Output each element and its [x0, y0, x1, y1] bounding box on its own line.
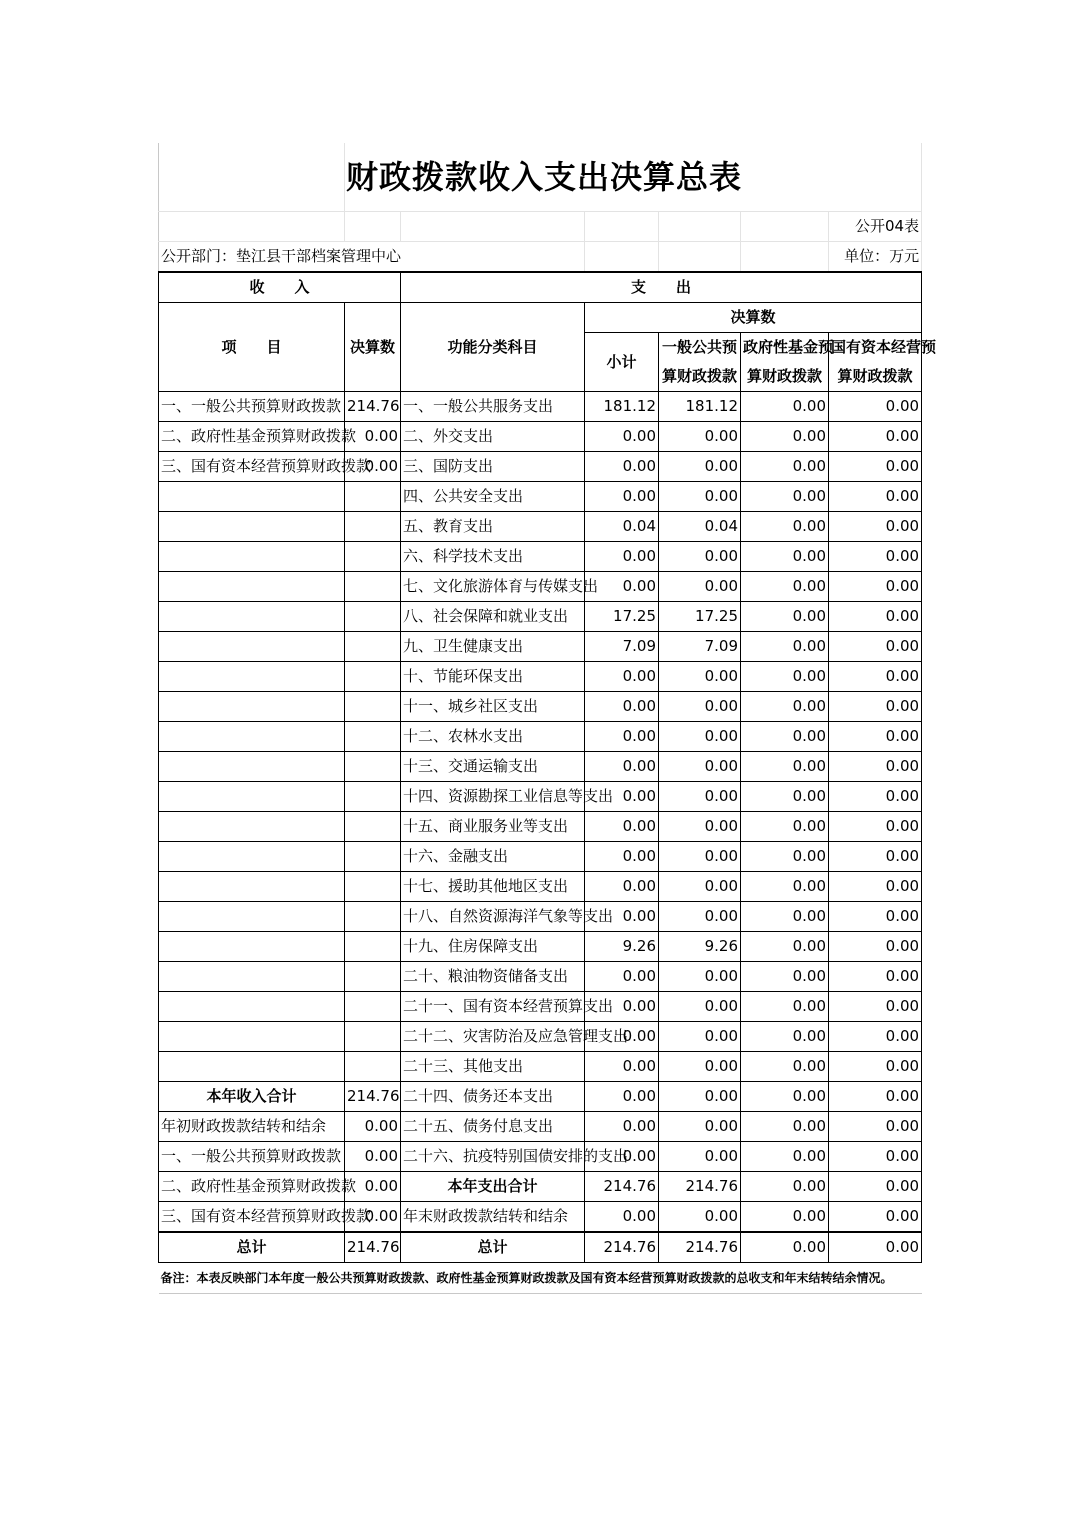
soe-capital-cell: 0.00 — [829, 452, 922, 482]
table-row — [159, 692, 922, 722]
general-budget-cell: 0.00 — [659, 722, 741, 752]
income-item-cell — [159, 842, 345, 872]
soe-capital-header-line2: 算财政拨款 — [829, 362, 922, 392]
table-row — [159, 1202, 922, 1233]
income-amount-cell: 0.00 — [345, 422, 401, 452]
expense-item-cell: 十七、援助其他地区支出 — [401, 872, 585, 902]
general-budget-cell: 0.04 — [659, 512, 741, 542]
subtotal-cell: 7.09 — [585, 632, 659, 662]
soe-capital-cell: 0.00 — [829, 392, 922, 422]
table-row — [159, 512, 922, 542]
general-budget-cell: 214.76 — [659, 1232, 741, 1263]
gov-fund-cell: 0.00 — [741, 1142, 829, 1172]
income-item-cell: 二、政府性基金预算财政拨款 — [159, 1172, 345, 1202]
gov-fund-cell: 0.00 — [741, 692, 829, 722]
income-amount-cell — [345, 572, 401, 602]
general-budget-cell: 214.76 — [659, 1172, 741, 1202]
table-row — [159, 572, 922, 602]
blank-cell — [159, 143, 345, 212]
income-amount-cell: 0.00 — [345, 452, 401, 482]
expense-item-cell: 二十一、国有资本经营预算支出 — [401, 992, 585, 1022]
income-item-cell — [159, 662, 345, 692]
blank-cell — [401, 212, 585, 242]
expense-item-cell: 二十三、其他支出 — [401, 1052, 585, 1082]
soe-capital-cell: 0.00 — [829, 572, 922, 602]
blank-cell — [741, 242, 829, 273]
table-row — [159, 932, 922, 962]
expense-item-cell: 三、国防支出 — [401, 452, 585, 482]
general-budget-cell: 0.00 — [659, 752, 741, 782]
expense-item-cell: 二十六、抗疫特别国债安排的支出 — [401, 1142, 585, 1172]
expense-item-cell: 二十五、债务付息支出 — [401, 1112, 585, 1142]
subtotal-cell: 0.00 — [585, 542, 659, 572]
soe-capital-cell: 0.00 — [829, 1022, 922, 1052]
subtotal-cell: 214.76 — [585, 1172, 659, 1202]
general-budget-cell: 0.00 — [659, 902, 741, 932]
general-budget-header: 一般公共预 — [659, 333, 741, 363]
subtotal-cell: 0.00 — [585, 812, 659, 842]
soe-capital-cell: 0.00 — [829, 932, 922, 962]
income-item-cell: 三、国有资本经营预算财政拨款 — [159, 1202, 345, 1233]
table-row — [159, 782, 922, 812]
income-item-cell: 一、一般公共预算财政拨款 — [159, 1142, 345, 1172]
expense-item-cell: 十六、金融支出 — [401, 842, 585, 872]
subtotal-cell: 0.00 — [585, 1082, 659, 1112]
general-budget-cell: 17.25 — [659, 602, 741, 632]
subtotal-cell: 0.00 — [585, 1142, 659, 1172]
table-row — [159, 542, 922, 572]
expense-item-cell: 五、教育支出 — [401, 512, 585, 542]
gov-fund-cell: 0.00 — [741, 752, 829, 782]
subtotal-cell: 0.00 — [585, 1022, 659, 1052]
form-number: 公开04表 — [829, 212, 922, 242]
subtotal-cell: 0.00 — [585, 422, 659, 452]
gov-fund-cell: 0.00 — [741, 632, 829, 662]
blank-cell — [741, 212, 829, 242]
gov-fund-cell: 0.00 — [741, 392, 829, 422]
income-amount-cell — [345, 542, 401, 572]
spreadsheet — [158, 143, 937, 1294]
subtotal-cell: 0.00 — [585, 992, 659, 1022]
table-row — [159, 1082, 922, 1112]
gov-fund-cell: 0.00 — [741, 662, 829, 692]
blank-cell — [159, 212, 345, 242]
table-row — [159, 602, 922, 632]
income-item-cell — [159, 992, 345, 1022]
income-amount-cell — [345, 992, 401, 1022]
income-item-cell — [159, 782, 345, 812]
soe-capital-cell: 0.00 — [829, 1142, 922, 1172]
income-item-cell: 总计 — [159, 1232, 345, 1263]
soe-capital-cell: 0.00 — [829, 1052, 922, 1082]
subtotal-cell: 0.00 — [585, 842, 659, 872]
table-row — [159, 1232, 922, 1263]
subtotal-header: 小计 — [585, 333, 659, 392]
income-amount-cell — [345, 692, 401, 722]
department-label: 公开部门：垫江县干部档案管理中心 — [159, 242, 585, 273]
gov-fund-cell: 0.00 — [741, 1022, 829, 1052]
gov-fund-cell: 0.00 — [741, 992, 829, 1022]
subtotal-cell: 0.00 — [585, 1052, 659, 1082]
income-item-cell: 二、政府性基金预算财政拨款 — [159, 422, 345, 452]
income-item-cell: 年初财政拨款结转和结余 — [159, 1112, 345, 1142]
income-item-cell — [159, 932, 345, 962]
general-budget-cell: 0.00 — [659, 1022, 741, 1052]
subtotal-cell: 0.00 — [585, 662, 659, 692]
soe-capital-cell: 0.00 — [829, 722, 922, 752]
income-item-cell — [159, 722, 345, 752]
income-item-cell — [159, 812, 345, 842]
function-category-header: 功能分类科目 — [401, 303, 585, 392]
expense-item-cell: 七、文化旅游体育与传媒支出 — [401, 572, 585, 602]
gov-fund-header-line2: 算财政拨款 — [741, 362, 829, 392]
income-item-cell — [159, 512, 345, 542]
income-item-cell: 一、一般公共预算财政拨款 — [159, 392, 345, 422]
table-row — [159, 872, 922, 902]
expense-item-cell: 八、社会保障和就业支出 — [401, 602, 585, 632]
gov-fund-cell: 0.00 — [741, 542, 829, 572]
expense-item-cell: 十一、城乡社区支出 — [401, 692, 585, 722]
income-amount-cell — [345, 602, 401, 632]
gov-fund-cell: 0.00 — [741, 782, 829, 812]
blank-cell — [585, 212, 659, 242]
subtotal-cell: 0.00 — [585, 482, 659, 512]
soe-capital-cell: 0.00 — [829, 512, 922, 542]
general-budget-cell: 0.00 — [659, 782, 741, 812]
general-budget-header-line2: 算财政拨款 — [659, 362, 741, 392]
income-item-cell — [159, 962, 345, 992]
gov-fund-cell: 0.00 — [741, 932, 829, 962]
blank-cell — [659, 212, 741, 242]
page-title: 财政拨款收入支出决算总表 — [345, 143, 922, 212]
income-amount-cell: 214.76 — [345, 1232, 401, 1263]
general-budget-cell: 0.00 — [659, 1202, 741, 1233]
expense-item-cell: 十四、资源勘探工业信息等支出 — [401, 782, 585, 812]
general-budget-cell: 7.09 — [659, 632, 741, 662]
gov-fund-cell: 0.00 — [741, 602, 829, 632]
soe-capital-cell: 0.00 — [829, 482, 922, 512]
soe-capital-cell: 0.00 — [829, 1082, 922, 1112]
table-row — [159, 722, 922, 752]
subtotal-cell: 0.00 — [585, 1112, 659, 1142]
unit-label: 单位：万元 — [829, 242, 922, 273]
subtotal-cell: 0.04 — [585, 512, 659, 542]
expense-item-cell: 十八、自然资源海洋气象等支出 — [401, 902, 585, 932]
income-amount-cell — [345, 722, 401, 752]
income-header: 收 入 — [159, 272, 401, 303]
subtotal-cell: 0.00 — [585, 572, 659, 602]
table-row — [159, 752, 922, 782]
table-row — [159, 1172, 922, 1202]
general-budget-cell: 0.00 — [659, 842, 741, 872]
expense-item-cell: 十九、住房保障支出 — [401, 932, 585, 962]
gov-fund-cell: 0.00 — [741, 512, 829, 542]
subtotal-cell: 0.00 — [585, 782, 659, 812]
table-row — [159, 902, 922, 932]
blank-cell — [659, 242, 741, 273]
income-item-cell — [159, 632, 345, 662]
item-header: 项 目 — [159, 303, 345, 392]
gov-fund-cell: 0.00 — [741, 1052, 829, 1082]
income-item-cell — [159, 902, 345, 932]
expense-item-cell: 本年支出合计 — [401, 1172, 585, 1202]
gov-fund-cell: 0.00 — [741, 572, 829, 602]
income-amount-cell — [345, 662, 401, 692]
soe-capital-cell: 0.00 — [829, 782, 922, 812]
income-amount-cell — [345, 902, 401, 932]
blank-cell — [345, 212, 401, 242]
income-item-cell — [159, 482, 345, 512]
table-row — [159, 422, 922, 452]
income-amount-cell: 214.76 — [345, 392, 401, 422]
income-amount-cell: 214.76 — [345, 1082, 401, 1112]
income-amount-cell: 0.00 — [345, 1172, 401, 1202]
general-budget-cell: 0.00 — [659, 452, 741, 482]
subtotal-cell: 17.25 — [585, 602, 659, 632]
general-budget-cell: 181.12 — [659, 392, 741, 422]
income-item-cell — [159, 1052, 345, 1082]
income-amount-cell: 0.00 — [345, 1142, 401, 1172]
gov-fund-cell: 0.00 — [741, 872, 829, 902]
income-amount-cell — [345, 1052, 401, 1082]
general-budget-cell: 0.00 — [659, 992, 741, 1022]
soe-capital-cell: 0.00 — [829, 662, 922, 692]
income-item-cell — [159, 572, 345, 602]
gov-fund-header: 政府性基金预 — [741, 333, 829, 363]
table-row — [159, 1142, 922, 1172]
table-row — [159, 1112, 922, 1142]
soe-capital-cell: 0.00 — [829, 812, 922, 842]
soe-capital-cell: 0.00 — [829, 422, 922, 452]
blank-cell — [585, 242, 659, 273]
general-budget-cell: 0.00 — [659, 542, 741, 572]
soe-capital-header: 国有资本经营预 — [829, 333, 922, 363]
income-item-cell — [159, 602, 345, 632]
expense-item-cell: 十二、农林水支出 — [401, 722, 585, 752]
expense-item-cell: 二十四、债务还本支出 — [401, 1082, 585, 1112]
gov-fund-cell: 0.00 — [741, 422, 829, 452]
table-row — [159, 632, 922, 662]
income-item-cell — [159, 872, 345, 902]
subtotal-cell: 9.26 — [585, 932, 659, 962]
final-accounts-table — [158, 143, 937, 1294]
income-amount-cell — [345, 962, 401, 992]
general-budget-cell: 0.00 — [659, 812, 741, 842]
expense-item-cell: 十、节能环保支出 — [401, 662, 585, 692]
income-item-cell — [159, 692, 345, 722]
gov-fund-cell: 0.00 — [741, 812, 829, 842]
general-budget-cell: 0.00 — [659, 872, 741, 902]
income-amount-cell — [345, 812, 401, 842]
expense-header: 支 出 — [401, 272, 922, 303]
soe-capital-cell: 0.00 — [829, 542, 922, 572]
table-row — [159, 842, 922, 872]
soe-capital-cell: 0.00 — [829, 1232, 922, 1263]
soe-capital-cell: 0.00 — [829, 842, 922, 872]
income-amount-cell — [345, 632, 401, 662]
subtotal-cell: 0.00 — [585, 962, 659, 992]
soe-capital-cell: 0.00 — [829, 992, 922, 1022]
soe-capital-cell: 0.00 — [829, 1202, 922, 1233]
income-amount-cell — [345, 842, 401, 872]
soe-capital-cell: 0.00 — [829, 872, 922, 902]
table-row — [159, 962, 922, 992]
income-item-cell — [159, 542, 345, 572]
table-row — [159, 452, 922, 482]
subtotal-cell: 181.12 — [585, 392, 659, 422]
table-row — [159, 482, 922, 512]
gov-fund-cell: 0.00 — [741, 902, 829, 932]
gov-fund-cell: 0.00 — [741, 1112, 829, 1142]
gov-fund-cell: 0.00 — [741, 452, 829, 482]
income-item-cell — [159, 752, 345, 782]
income-amount-cell — [345, 1022, 401, 1052]
general-budget-cell: 0.00 — [659, 1052, 741, 1082]
general-budget-cell: 0.00 — [659, 662, 741, 692]
table-row — [159, 812, 922, 842]
income-amount-cell — [345, 482, 401, 512]
subtotal-cell: 0.00 — [585, 452, 659, 482]
soe-capital-cell: 0.00 — [829, 1112, 922, 1142]
gov-fund-cell: 0.00 — [741, 1172, 829, 1202]
general-budget-cell: 0.00 — [659, 422, 741, 452]
table-row — [159, 392, 922, 422]
general-budget-cell: 0.00 — [659, 1112, 741, 1142]
subtotal-cell: 0.00 — [585, 1202, 659, 1233]
gov-fund-cell: 0.00 — [741, 722, 829, 752]
soe-capital-cell: 0.00 — [829, 1172, 922, 1202]
gov-fund-cell: 0.00 — [741, 962, 829, 992]
expense-item-cell: 二、外交支出 — [401, 422, 585, 452]
soe-capital-cell: 0.00 — [829, 962, 922, 992]
general-budget-cell: 0.00 — [659, 1082, 741, 1112]
expense-item-cell: 一、一般公共服务支出 — [401, 392, 585, 422]
expense-item-cell: 二十、粮油物资储备支出 — [401, 962, 585, 992]
soe-capital-cell: 0.00 — [829, 752, 922, 782]
subtotal-cell: 0.00 — [585, 722, 659, 752]
subtotal-cell: 0.00 — [585, 692, 659, 722]
general-budget-cell: 0.00 — [659, 1142, 741, 1172]
subtotal-cell: 214.76 — [585, 1232, 659, 1263]
subtotal-cell: 0.00 — [585, 752, 659, 782]
amount-header: 决算数 — [345, 303, 401, 392]
income-item-cell: 三、国有资本经营预算财政拨款 — [159, 452, 345, 482]
expense-item-cell: 四、公共安全支出 — [401, 482, 585, 512]
general-budget-cell: 0.00 — [659, 482, 741, 512]
gov-fund-cell: 0.00 — [741, 1082, 829, 1112]
expense-item-cell: 九、卫生健康支出 — [401, 632, 585, 662]
expense-item-cell: 二十二、灾害防治及应急管理支出 — [401, 1022, 585, 1052]
income-amount-cell — [345, 932, 401, 962]
general-budget-cell: 0.00 — [659, 962, 741, 992]
income-amount-cell — [345, 752, 401, 782]
expense-item-cell: 总计 — [401, 1232, 585, 1263]
gov-fund-cell: 0.00 — [741, 1202, 829, 1233]
income-item-cell — [159, 1022, 345, 1052]
gov-fund-cell: 0.00 — [741, 1232, 829, 1263]
income-amount-cell — [345, 512, 401, 542]
income-amount-cell: 0.00 — [345, 1112, 401, 1142]
table-row — [159, 662, 922, 692]
soe-capital-cell: 0.00 — [829, 602, 922, 632]
income-amount-cell — [345, 872, 401, 902]
footnote: 备注：本表反映部门本年度一般公共预算财政拨款、政府性基金预算财政拨款及国有资本经营预算财政拨款的总收支和年末结转结余情况。 — [159, 1263, 922, 1294]
table-row — [159, 1022, 922, 1052]
income-item-cell: 本年收入合计 — [159, 1082, 345, 1112]
soe-capital-cell: 0.00 — [829, 692, 922, 722]
general-budget-cell: 0.00 — [659, 692, 741, 722]
gov-fund-cell: 0.00 — [741, 842, 829, 872]
soe-capital-cell: 0.00 — [829, 632, 922, 662]
subtotal-cell: 0.00 — [585, 902, 659, 932]
expense-item-cell: 年末财政拨款结转和结余 — [401, 1202, 585, 1233]
gov-fund-cell: 0.00 — [741, 482, 829, 512]
general-budget-cell: 0.00 — [659, 572, 741, 602]
general-budget-cell: 9.26 — [659, 932, 741, 962]
income-amount-cell — [345, 782, 401, 812]
soe-capital-cell: 0.00 — [829, 902, 922, 932]
final-amount-header: 决算数 — [585, 303, 922, 333]
expense-item-cell: 六、科学技术支出 — [401, 542, 585, 572]
income-amount-cell: 0.00 — [345, 1202, 401, 1233]
table-row — [159, 992, 922, 1022]
table-row — [159, 1052, 922, 1082]
expense-item-cell: 十五、商业服务业等支出 — [401, 812, 585, 842]
subtotal-cell: 0.00 — [585, 872, 659, 902]
expense-item-cell: 十三、交通运输支出 — [401, 752, 585, 782]
